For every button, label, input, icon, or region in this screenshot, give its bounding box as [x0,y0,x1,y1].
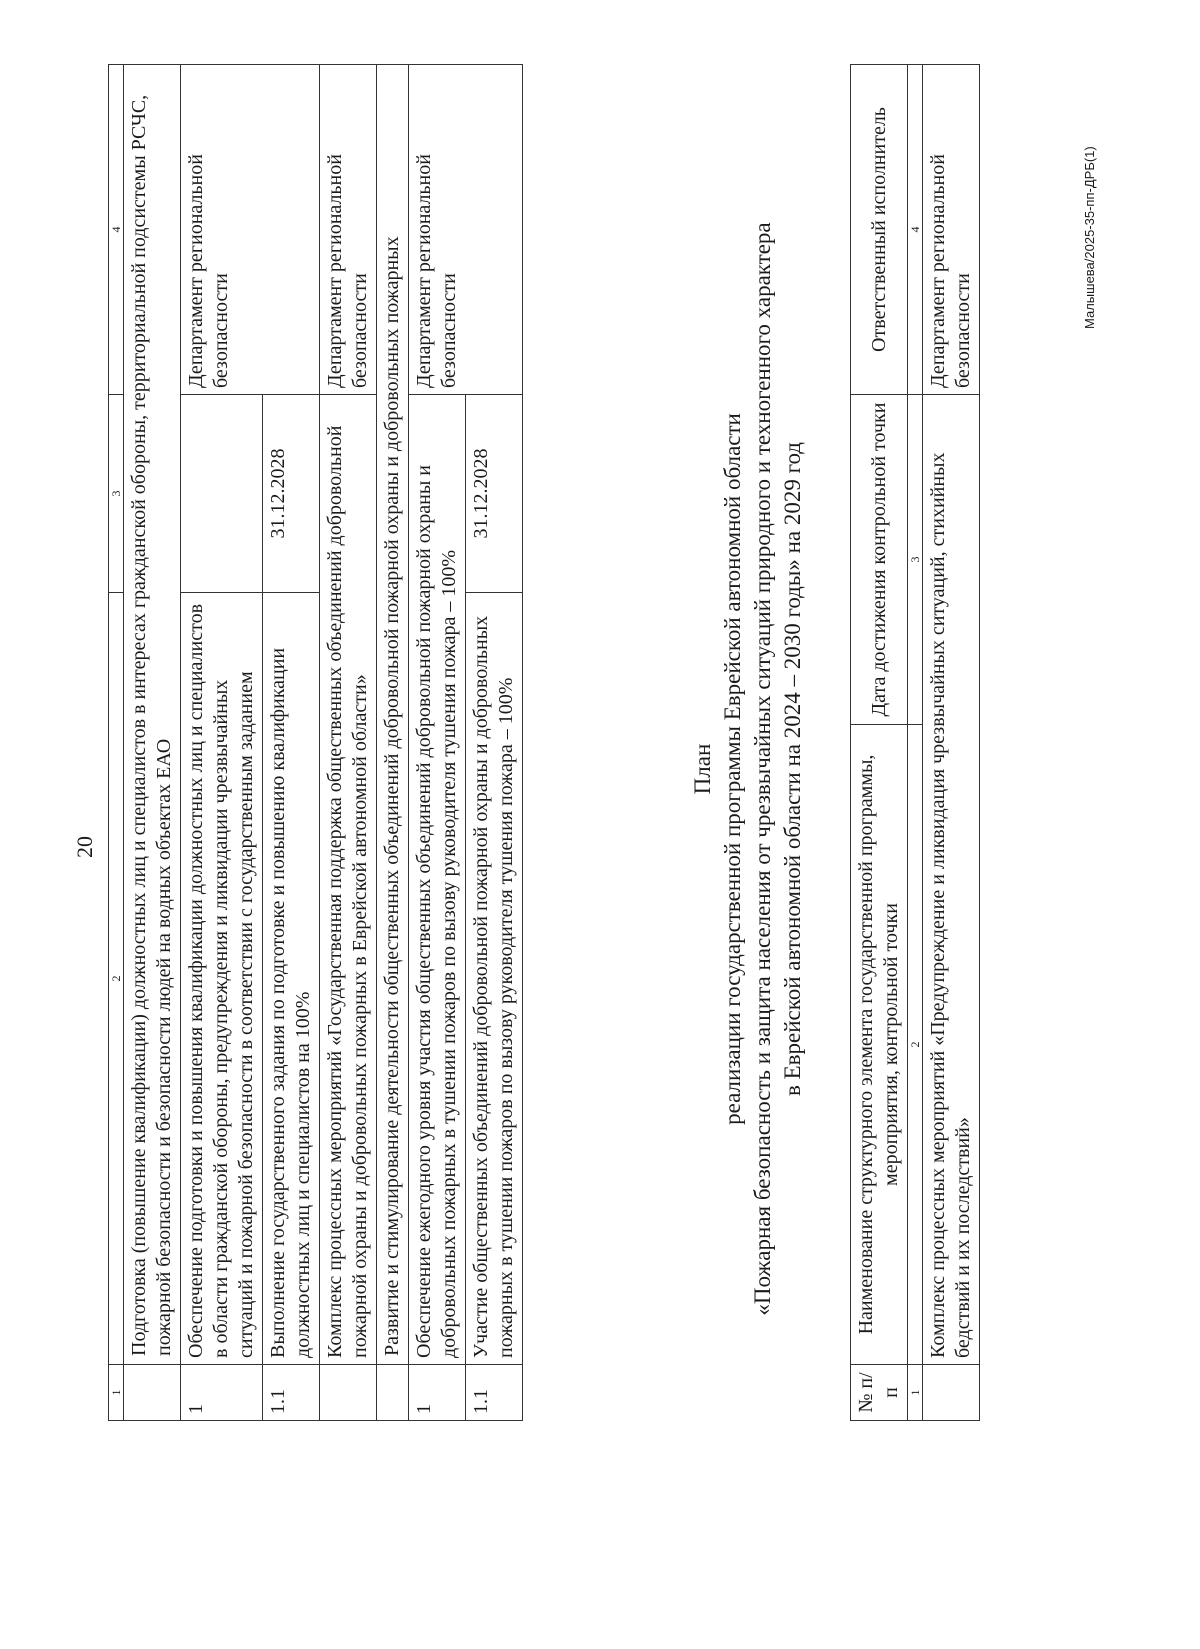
plan-title-line-3: «Пожарная безопасность и защита населения от чрезвычайных ситуаций природного и техногенного характера [750,222,775,1316]
header-number: № п/п [851,1365,908,1421]
column-number-row [109,65,124,1421]
row-executor: Департамент региональной безопасности [320,65,377,395]
col-number-1: 1 [109,1365,124,1421]
table-row [320,65,377,1421]
row-number [377,1365,409,1421]
row-number: 1 [181,1365,263,1421]
page-number: 20 [72,836,97,858]
table-row [409,65,466,1421]
row-name: Комплекс процессных мероприятий «Государственная поддержка общественных объединений добровольной пожарной охраны и добровольных пожарных в Еврейской автономной области» [320,395,377,1365]
col-number-4: 4 [908,65,923,395]
row-number: 1.1 [466,1365,523,1421]
col-number-3: 3 [109,395,124,593]
header-executor: Ответственный исполнитель [851,65,908,395]
row-date: 31.12.2028 [263,395,320,593]
row-number [124,1365,181,1421]
col-number-1: 1 [908,1365,923,1421]
plan-title-line-2: реализации государственной программы Еврейской автономной области [720,413,745,1125]
row-number: 1.1 [263,1365,320,1421]
checkpoints-table-continued [108,64,523,1421]
row-number [320,1365,377,1421]
section-heading: Подготовка (повышение квалификации) должностных лиц и специалистов в интересах гражданской обороны, территориальной подсистемы РСЧС, пожарной безопасности и безопасности людей на водных объектах ЕАО [124,65,181,1365]
row-executor: Департамент региональной безопасности [181,65,320,395]
row-date: 31.12.2028 [466,395,523,593]
header-name: Наименование структурного элемента государственной программы, мероприятия, контрольной точки [851,725,908,1365]
plan-title-line-4: в Еврейской автономной области на 2024 – 2030 годы» на 2029 год [780,441,805,1097]
header-date: Дата достижения контрольной точки [851,395,908,725]
col-number-3: 3 [908,395,923,725]
col-number-2: 2 [908,725,923,1365]
rotated-page [0,49,1200,1649]
row-date [181,395,263,593]
col-number-2: 2 [109,593,124,1365]
row-name: Комплекс процессных мероприятий «Предупреждение и ликвидация чрезвычайных ситуаций, стихийных бедствий и их последствий» [923,395,980,1365]
row-number [923,1365,980,1421]
row-name: Участие общественных объединений добровольной пожарной охраны и добровольных пожарных в тушении пожаров по вызову руководителя тушения пожара – 100% [466,593,523,1365]
document-code: Малышева/2025-35-пп-ДРБ(1) [1082,146,1097,329]
col-number-4: 4 [109,65,124,395]
row-executor: Департамент региональной безопасности [923,65,980,395]
row-name: Обеспечение ежегодного уровня участия общественных объединений добровольной пожарной охраны и добровольных пожарных в тушении пожаров по вызову руководителя тушения пожара – 100% [409,395,466,1365]
table-row [923,65,980,1421]
table-row [181,65,263,1421]
section-heading: Развитие и стимулирование деятельности общественных объединений добровольной пожарной охраны и добровольных пожарных [377,65,409,1365]
table-row [377,65,409,1421]
row-number: 1 [409,1365,466,1421]
table-row [124,65,181,1421]
row-name: Выполнение государственного задания по подготовке и повышению квалификации должностных лиц и специалистов на 100% [263,593,320,1365]
plan-title-line-1: План [690,743,715,795]
row-name: Обеспечение подготовки и повышения квалификации должностных лиц и специалистов в области гражданской обороны, предупреждения и ликвидации чрезвычайных ситуаций и пожарной безопасности в соответствии с государственным заданием [181,593,263,1365]
plan-title [688,169,808,1369]
plan-table [850,64,980,1421]
header-row [851,65,908,1421]
column-number-row [908,65,923,1421]
row-executor: Департамент региональной безопасности [409,65,523,395]
